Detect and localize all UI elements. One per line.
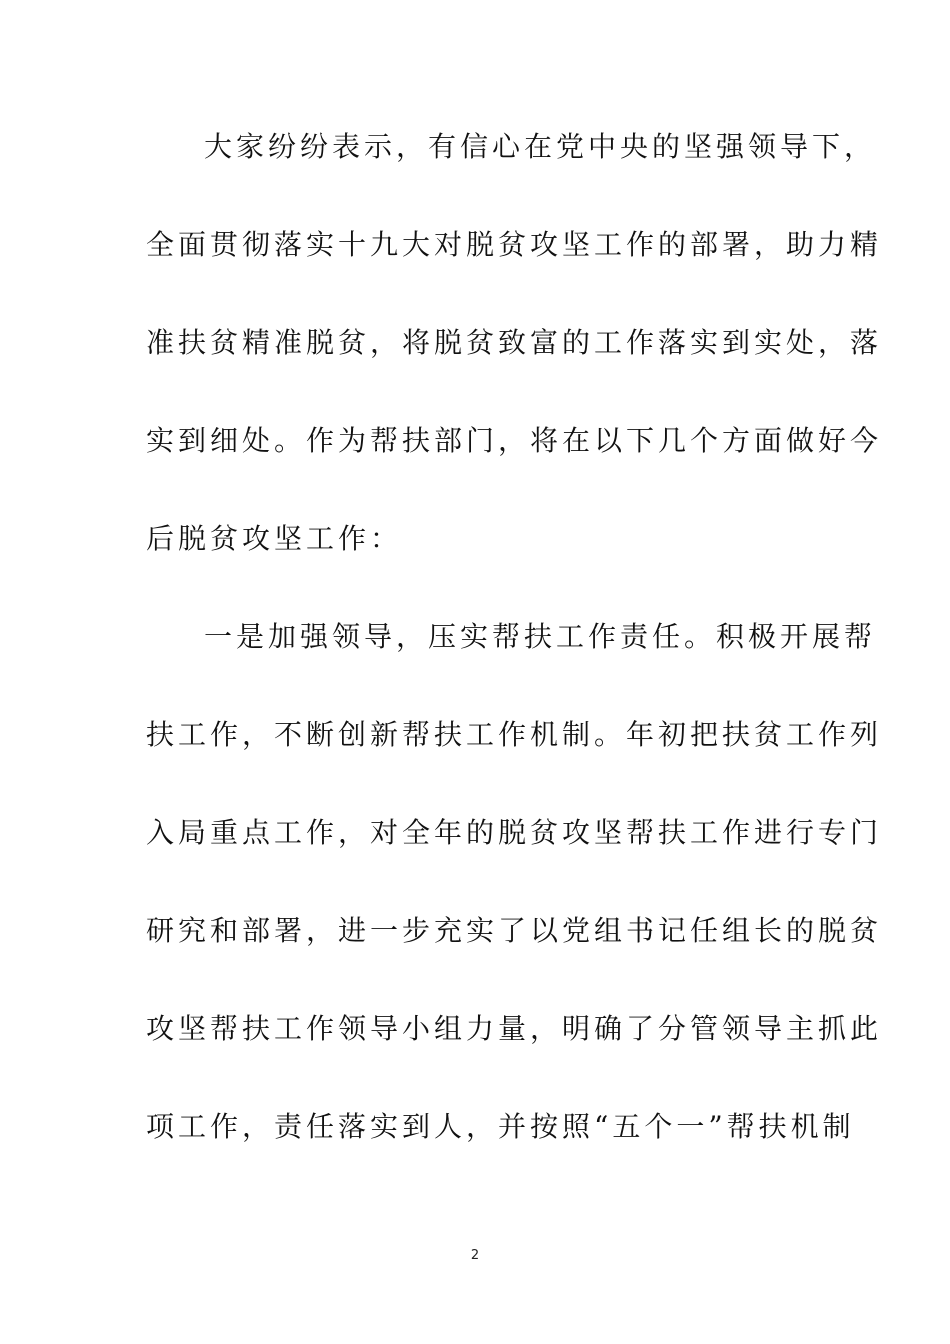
- paragraph-line: 研究和部署，进一步充实了以党组书记任组长的脱贫: [146, 914, 883, 947]
- paragraph-line: 实到细处。作为帮扶部门，将在以下几个方面做好今: [146, 424, 883, 457]
- page-number: 2: [470, 1248, 480, 1263]
- paragraph-line: 项工作，责任落实到人，并按照“五个一”帮扶机制: [146, 1110, 855, 1143]
- paragraph-line: 扶工作，不断创新帮扶工作机制。年初把扶贫工作列: [146, 718, 883, 751]
- paragraph-line: 后脱贫攻坚工作：: [146, 522, 403, 555]
- document-body: [146, 122, 883, 1200]
- paragraph-line: 准扶贫精准脱贫，将脱贫致富的工作落实到实处，落: [146, 326, 883, 359]
- paragraph-line: 大家纷纷表示，有信心在党中央的坚强领导下，: [204, 130, 877, 163]
- paragraph-line: 全面贯彻落实十九大对脱贫攻坚工作的部署，助力精: [146, 228, 883, 261]
- paragraph-line: 一是加强领导，压实帮扶工作责任。积极开展帮: [204, 620, 877, 653]
- paragraph-line: 攻坚帮扶工作领导小组力量，明确了分管领导主抓此: [146, 1012, 883, 1045]
- paragraph-line: 入局重点工作，对全年的脱贫攻坚帮扶工作进行专门: [146, 816, 883, 849]
